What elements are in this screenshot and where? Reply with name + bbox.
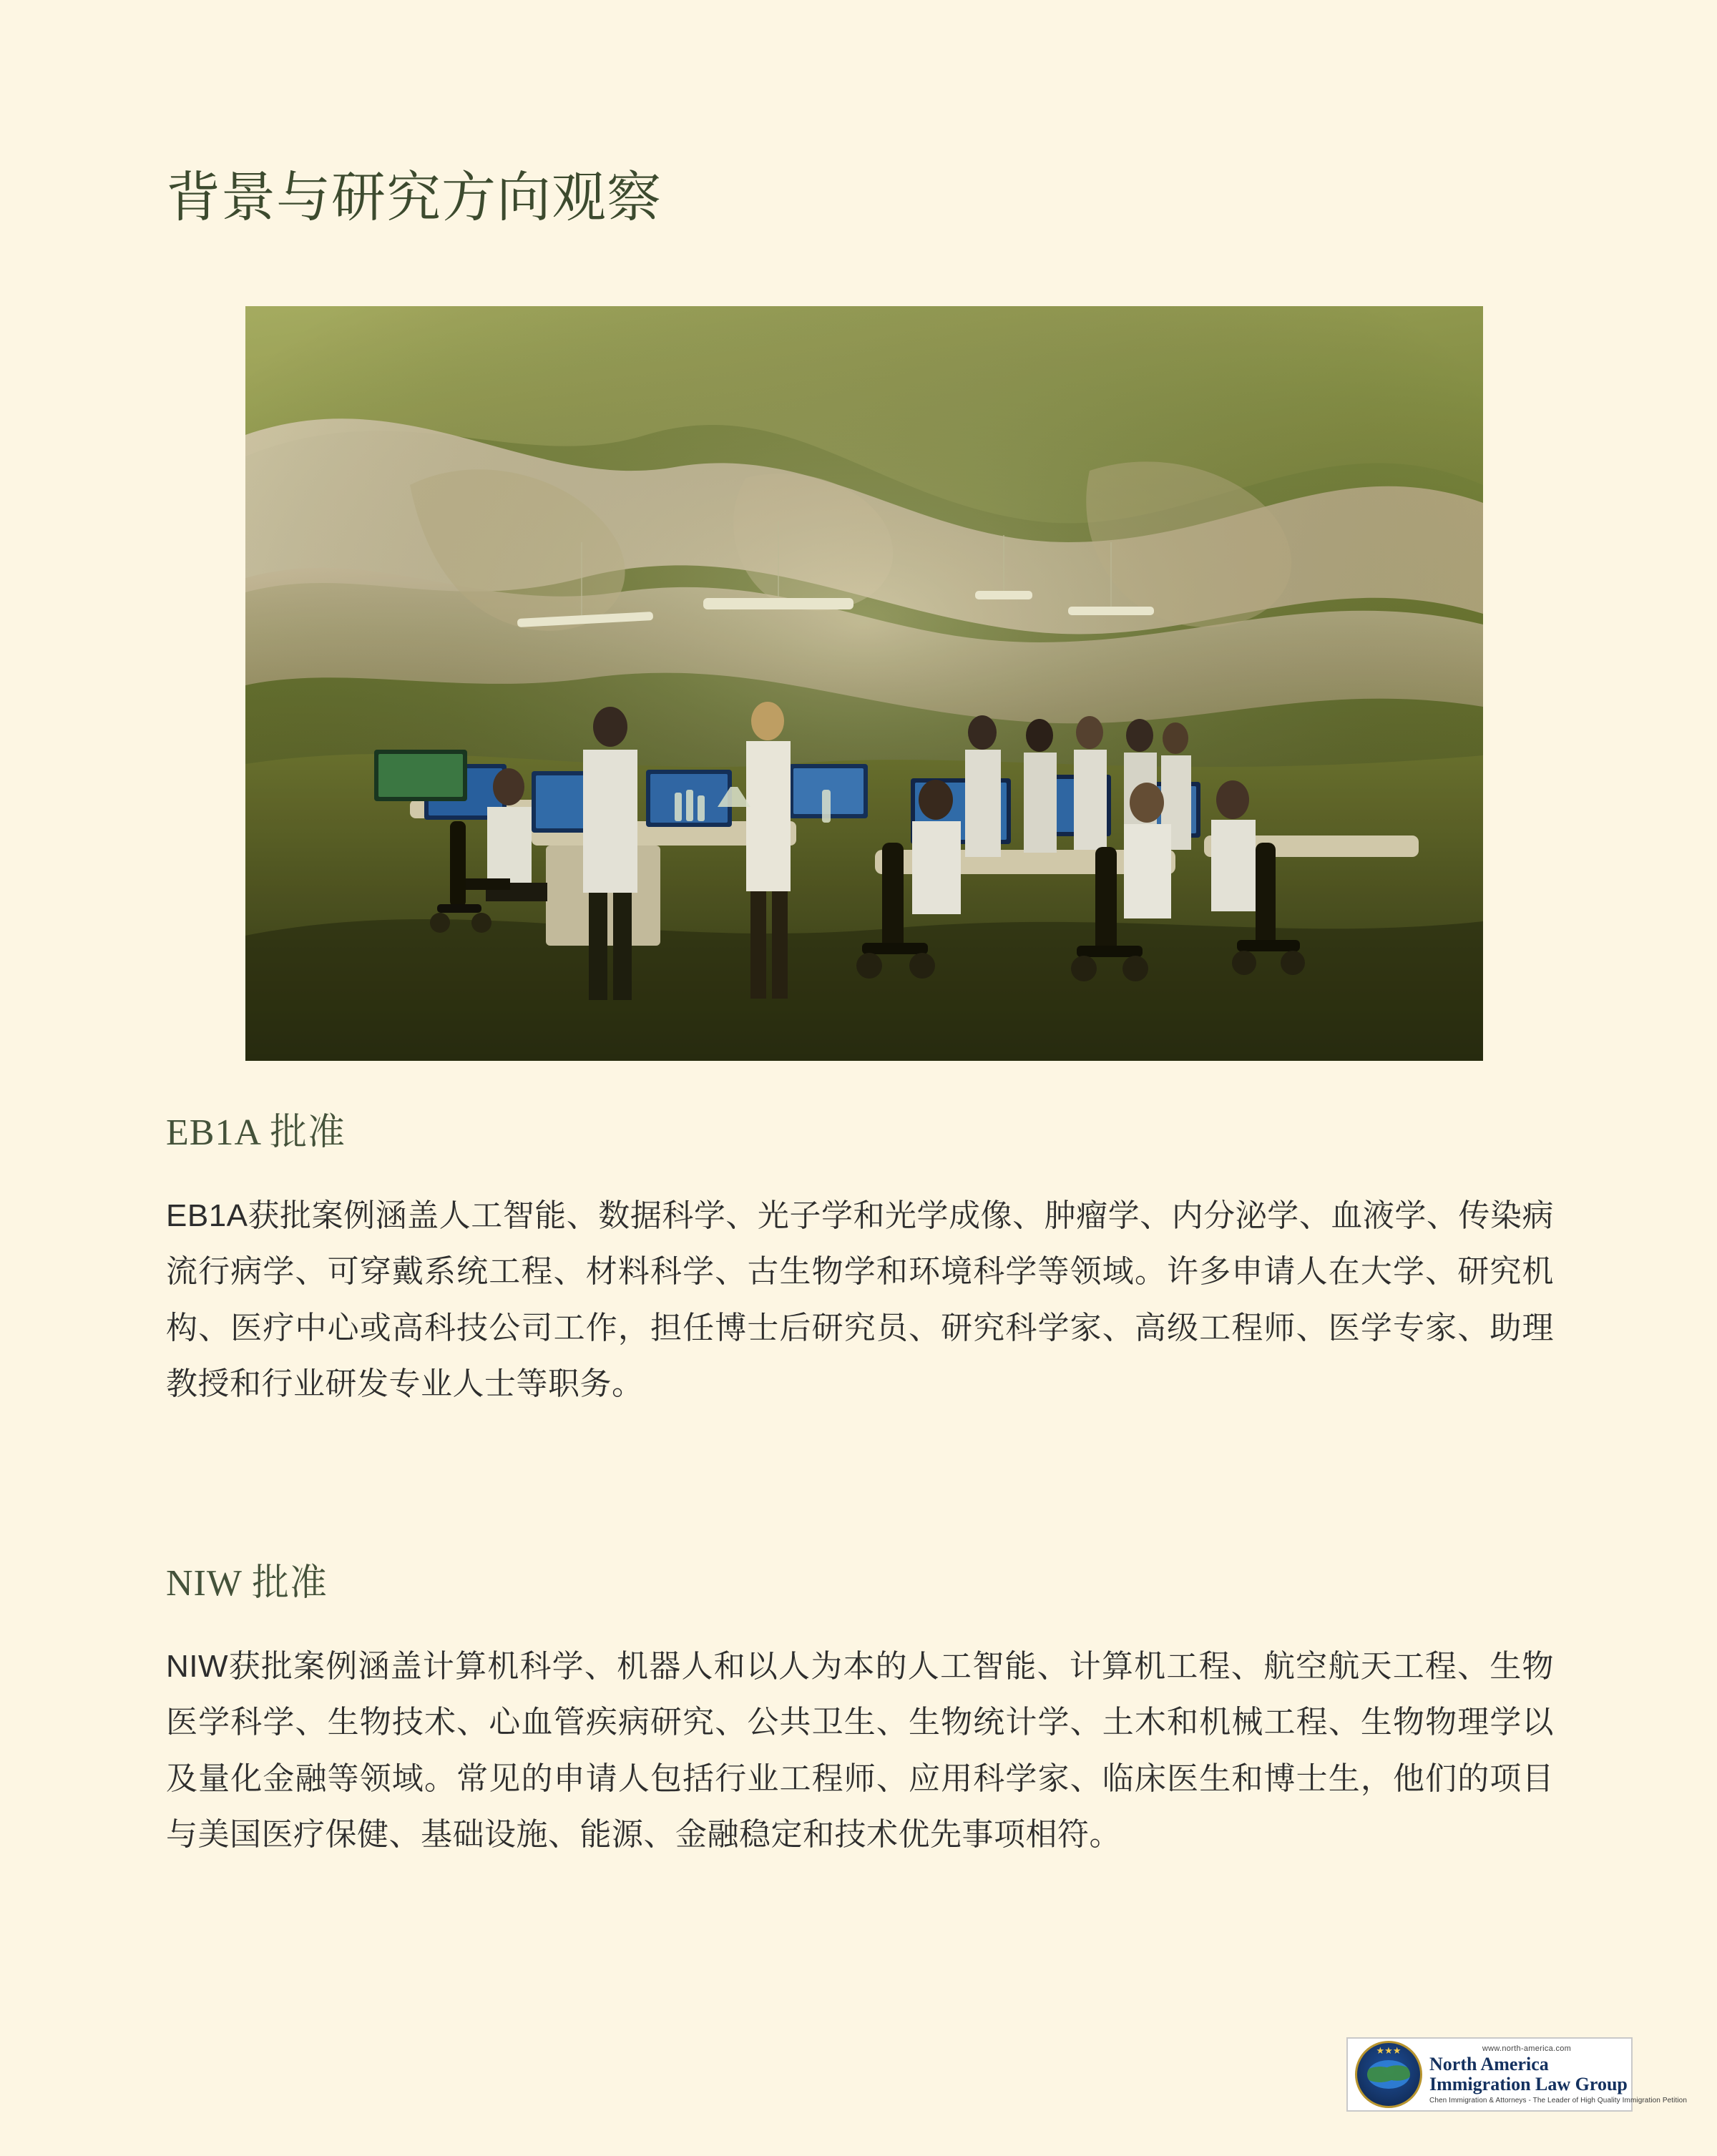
seal-icon xyxy=(1355,2041,1422,2108)
logo-text xyxy=(1429,2044,1688,2104)
section-body-eb1a: EB1A获批案例涵盖人工智能、数据科学、光子学和光学成像、肿瘤学、内分泌学、血液学、传染病流行病学、可穿戴系统工程、材料科学、古生物学和环境科学等领域。许多申请人在大学、研究机构、医疗中心或高科技公司工作，担任博士后研究员、研究科学家、高级工程师、医学专家、助理教授和行业研发专业人士等职务。 xyxy=(166,1198,1554,1401)
section-heading-eb1a: EB1A 批准 xyxy=(166,1112,346,1153)
section-body-niw: NIW获批案例涵盖计算机科学、机器人和以人为本的人工智能、计算机工程、航空航天工程、生物医学科学、生物技术、心血管疾病研究、公共卫生、生物统计学、土木和机械工程、生物物理学以及量化金融等领域。常见的申请人包括行业工程师、应用科学家、临床医生和博士生，他们的项目与美国医疗保健、基础设施、能源、金融稳定和技术优先事项相符。 xyxy=(166,1649,1554,1852)
logo-tagline: Chen Immigration & Attorneys - The Leader of High Quality Immigration Petition xyxy=(1429,2096,1688,2104)
logo-line-1: North America xyxy=(1429,2054,1549,2075)
lab-illustration xyxy=(245,306,1483,1061)
star-icon: ★★★ xyxy=(1376,2045,1402,2056)
page-title: 背景与研究方向观察 xyxy=(166,167,662,228)
logo-url: www.north-america.com xyxy=(1482,2044,1572,2054)
footer-logo xyxy=(1346,2037,1688,2112)
logo-line-2: Immigration Law Group xyxy=(1429,2073,1628,2094)
section-eb1a xyxy=(166,1102,1554,1412)
section-niw xyxy=(166,1552,1554,1863)
section-heading-niw: NIW 批准 xyxy=(166,1563,328,1604)
hero-image xyxy=(245,306,1483,1061)
